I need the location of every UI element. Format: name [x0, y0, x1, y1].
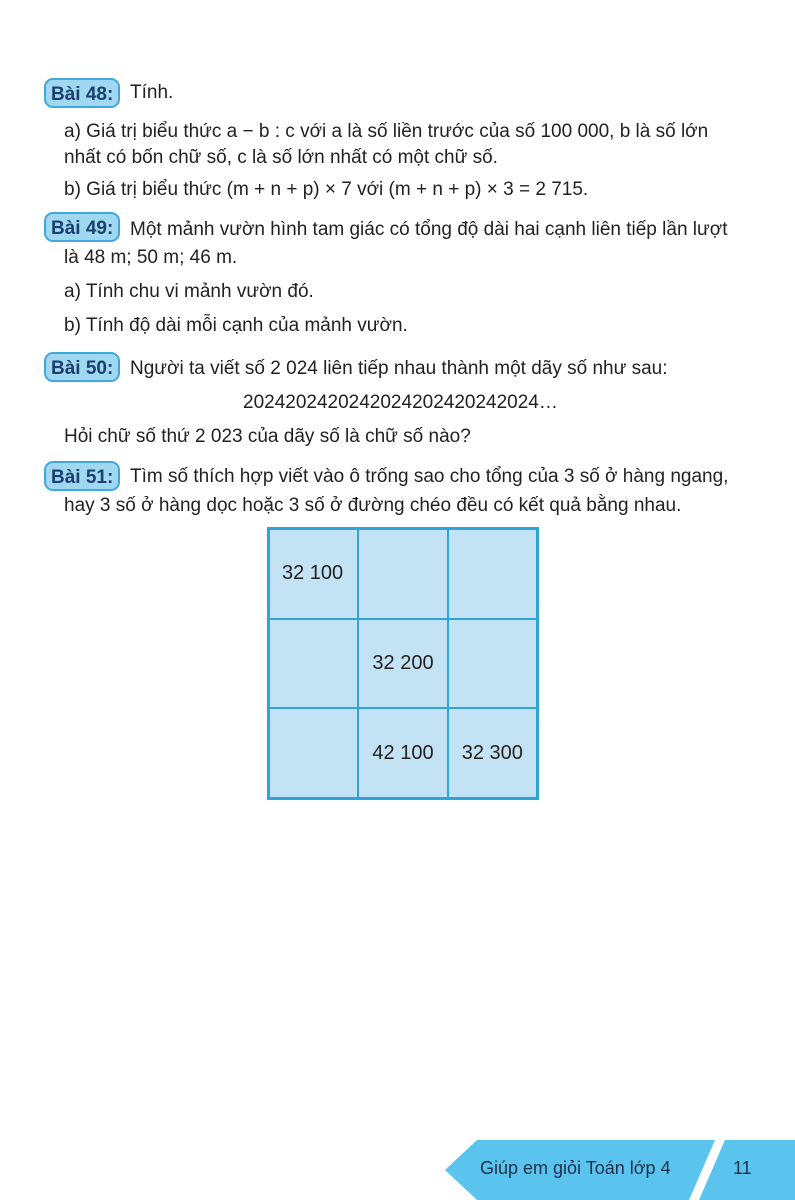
grid-cell-r2c1[interactable]: [269, 619, 358, 709]
footer-page-number: 11: [733, 1158, 752, 1178]
exercise-49-part-b: b) Tính độ dài mỗi cạnh của mảnh vườn.: [64, 315, 408, 336]
exercise-50-question: Hỏi chữ số thứ 2 023 của dãy số là chữ số nào?: [64, 426, 471, 447]
magic-square-grid: [267, 527, 539, 800]
exercise-48-prompt: Tính.: [130, 82, 174, 103]
exercise-48-part-b: b) Giá trị biểu thức (m + n + p) × 7 với (m + n + p) × 3 = 2 715.: [64, 179, 589, 200]
exercise-48-label: Bài 48:: [44, 78, 120, 108]
grid-cell-r1c1: 32 100: [269, 529, 358, 619]
exercise-51-text: Tìm số thích hợp viết vào ô trống sao cho tổng của 3 số ở hàng ngang,: [130, 466, 729, 487]
exercise-51-text-cont: hay 3 số ở hàng dọc hoặc 3 số ở đường chéo đều có kết quả bằng nhau.: [64, 495, 682, 516]
grid-cell-r3c2: 42 100: [358, 708, 447, 798]
exercise-50-text: Người ta viết số 2 024 liên tiếp nhau thành một dãy số như sau:: [130, 358, 668, 379]
grid-cell-r2c3[interactable]: [448, 619, 537, 709]
exercise-49-part-a: a) Tính chu vi mảnh vườn đó.: [64, 281, 314, 302]
exercise-48-part-a-cont: nhất có bốn chữ số, c là số lớn nhất có một chữ số.: [64, 147, 498, 168]
exercise-49-label: Bài 49:: [44, 212, 120, 242]
exercise-49-text: Một mảnh vườn hình tam giác có tổng độ dài hai cạnh liên tiếp lần lượt: [130, 219, 728, 240]
exercise-48-part-a: a) Giá trị biểu thức a − b : c với a là số liền trước của số 100 000, b là số lớn: [64, 121, 709, 142]
footer-book-title: Giúp em giỏi Toán lớp 4: [480, 1158, 671, 1178]
grid-cell-r3c3: 32 300: [448, 708, 537, 798]
grid-cell-r1c2[interactable]: [358, 529, 447, 619]
exercise-51-label: Bài 51:: [44, 461, 120, 491]
exercise-50-label: Bài 50:: [44, 352, 120, 382]
exercise-49-text-cont: là 48 m; 50 m; 46 m.: [64, 247, 238, 268]
grid-cell-r1c3[interactable]: [448, 529, 537, 619]
grid-cell-r3c1[interactable]: [269, 708, 358, 798]
grid-cell-r2c2: 32 200: [358, 619, 447, 709]
exercise-50-sequence: 2024202420242024202420242024…: [243, 392, 558, 413]
